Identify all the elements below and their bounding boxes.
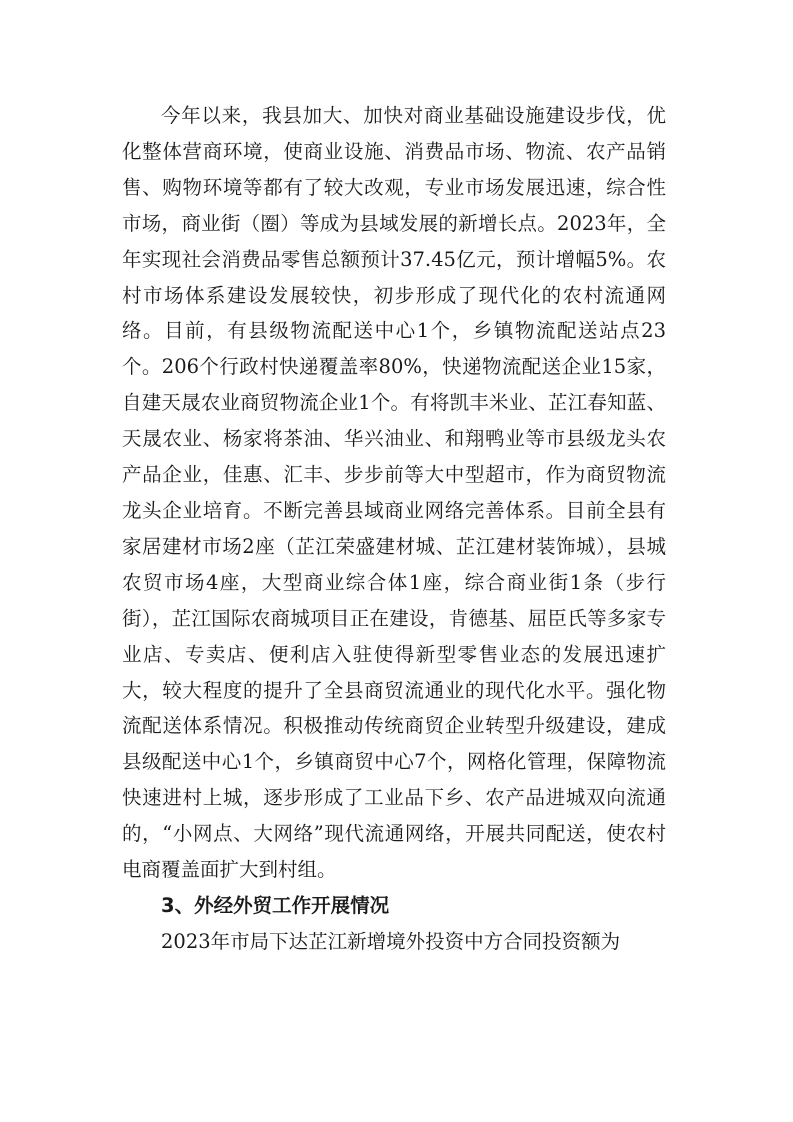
paragraph-commerce-infrastructure: 今年以来，我县加大、加快对商业基础设施建设步伐，优化整体营商环境，使商业设施、消费品市场、物流、农产品销售、购物环境等都有了较大改观，专业市场发展迅速，综合性市场，商业街（圈）等成为县域发展的新增长点。2023年，全年实现社会消费品零售总额预计37.45亿元，预计增幅5%。农村市场体系建设发展较快，初步形成了现代化的农村流通网络。目前，有县级物流配送中心1个，乡镇物流配送站点23个。206个行政村快递覆盖率80%，快递物流配送企业15家，自建天晟农业商贸物流企业1个。有将凯丰米业、芷江春知蓝、天晟农业、杨家将茶油、华兴油业、和翔鸭业等市县级龙头农产品企业，佳惠、汇丰、步步前等大中型超市，作为商贸物流龙头企业培育。不断完善县域商业网络完善体系。目前全县有家居建材市场2座（芷江荣盛建材城、芷江建材装饰城），县城农贸市场4座，大型商业综合体1座，综合商业街1条（步行街），芷江国际农商城项目正在建设，肯德基、屈臣氏等多家专业店、专卖店、便利店入驻使得新型零售业态的发展迅速扩大，较大程度的提升了全县商贸流通业的现代化水平。强化物流配送体系情况。积极推动传统商贸企业转型升级建设，建成县级配送中心1个，乡镇商贸中心7个，网格化管理，保障物流快速进村上城，逐步形成了工业品下乡、农产品进城双向流通的，“小网点、大网络”现代流通网络，开展共同配送，使农村电商覆盖面扩大到村组。 (122, 104, 666, 882)
document-body (122, 98, 666, 960)
paragraph-foreign-investment: 2023年市局下达芷江新增境外投资中方合同投资额为 (161, 929, 621, 953)
section-heading-foreign-trade: 3、外经外贸工作开展情况 (161, 893, 390, 917)
